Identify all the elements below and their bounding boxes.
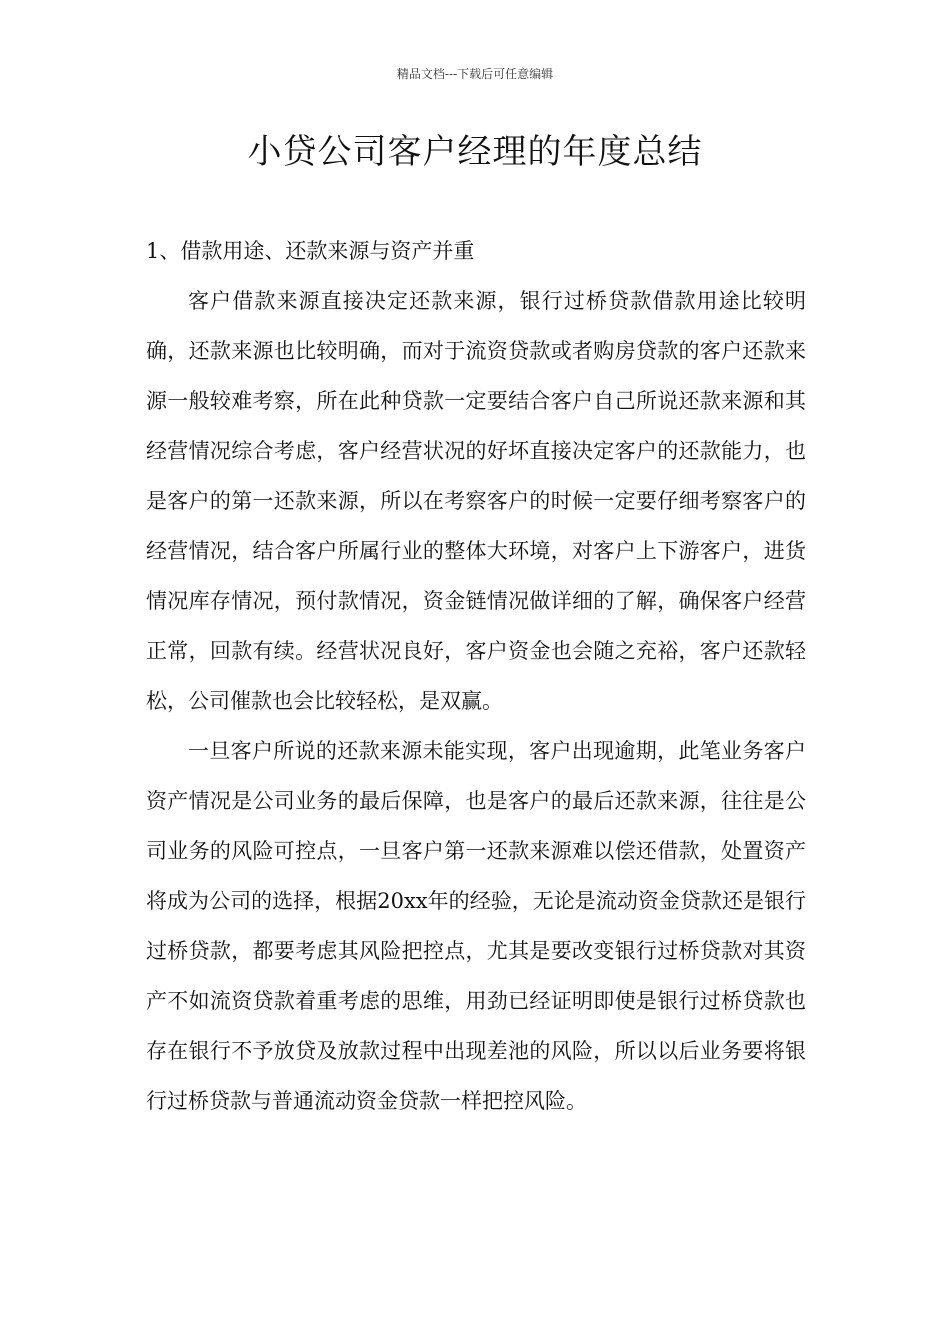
section-heading: 1、借款用途、还款来源与资产并重 [146, 239, 475, 263]
paragraph-2: 一旦客户所说的还款来源未能实现，客户出现逾期，此笔业务客户资产情况是公司业务的最后保障，也是客户的最后还款来源，往往是公司业务的风险可控点，一旦客户第一还款来源难以偿还借款，处置资产将成为公司的选择，根据20xx年的经验，无论是流动资金贷款还是银行过桥贷款，都要考虑其风险把控点，尤其是要改变银行过桥贷款对其资产不如流资贷款着重考虑的思维，用劲已经证明即使是银行过桥贷款也存在银行不予放贷及放款过程中出现差池的风险，所以以后业务要将银行过桥贷款与普通流动资金贷款一样把控风险。 [146, 739, 806, 1113]
document-title: 小贷公司客户经理的年度总结 [247, 132, 703, 172]
document-body [146, 226, 806, 1126]
paragraph-1: 客户借款来源直接决定还款来源，银行过桥贷款借款用途比较明确，还款来源也比较明确，而对于流资贷款或者购房贷款的客户还款来源一般较难考察，所在此种贷款一定要结合客户自己所说还款来源和其经营情况综合考虑，客户经营状况的好坏直接决定客户的还款能力，也是客户的第一还款来源，所以在考察客户的时候一定要仔细考察客户的经营情况，结合客户所属行业的整体大环境，对客户上下游客户，进货情况库存情况，预付款情况，资金链情况做详细的了解，确保客户经营正常，回款有续。经营状况良好，客户资金也会随之充裕，客户还款轻松，公司催款也会比较轻松，是双赢。 [146, 289, 806, 713]
header-note: 精品文档---下载后可任意编辑 [396, 67, 554, 81]
